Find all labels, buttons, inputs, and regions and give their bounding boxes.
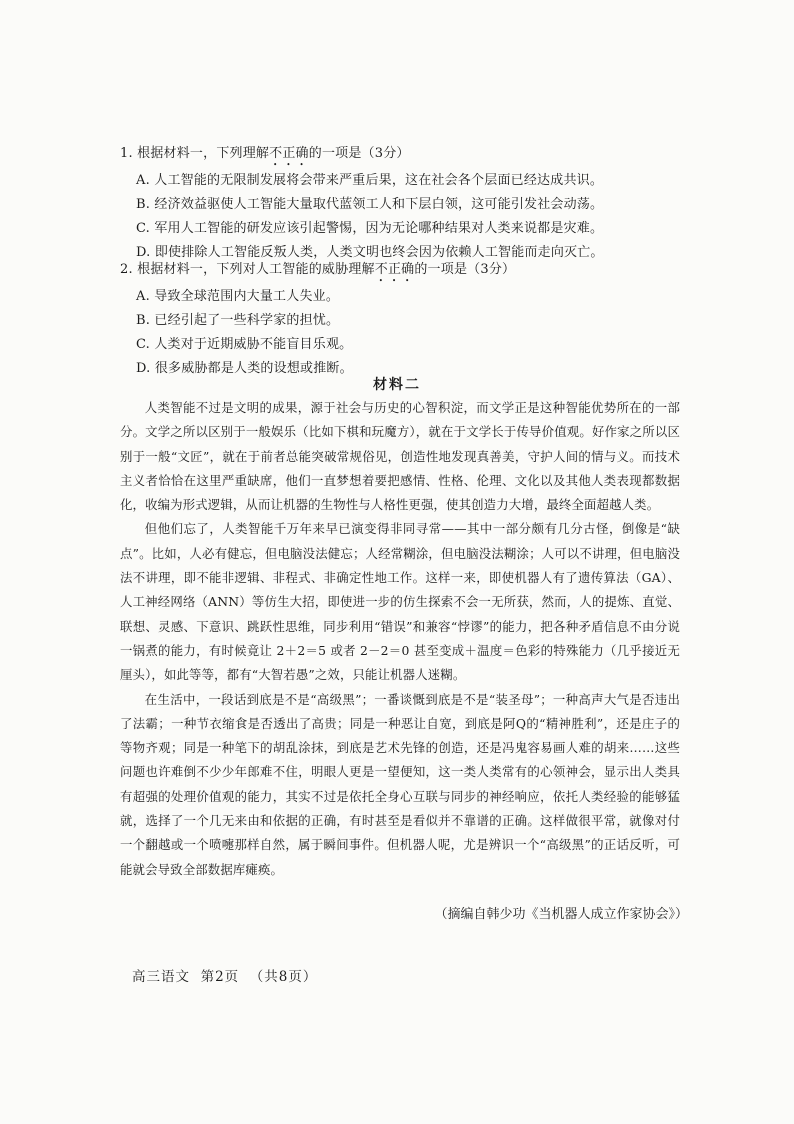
material-passage bbox=[120, 396, 680, 882]
question-1-option-b: B. 经济效益驱使人工智能大量取代蓝领工人和下层白领，这可能引发社会动荡。 bbox=[136, 197, 604, 212]
footer-page-number: 第2页 bbox=[200, 969, 240, 985]
question-2 bbox=[120, 258, 680, 381]
question-1-stem: 1. 根据材料一，下列理解不正确的一项是（3分） bbox=[120, 146, 410, 161]
material-title: 材料二 bbox=[373, 377, 421, 393]
passage-paragraph: 人类智能不过是文明的成果，源于社会与历史的心智积淀，而文学正是这种智能优势所在的一部分。文学之所以区别于一般娱乐（比如下棋和玩魔方），就在于文学长于传导价值观。好作家之所以区别于一般“文匠”，就在于前者总能突破常规俗见，创造性地发现真善美，守护人间的情与义。而技术主义者恰恰在这里严重缺席，他们一直梦想着要把感情、性格、伦理、文化以及其他人类表现都数据化，收编为形式逻辑，从而让机器的生物性与人格性更强，使其创造力大增，最终全面超越人类。 bbox=[120, 400, 680, 513]
question-1 bbox=[120, 142, 680, 265]
source-citation: （摘编自韩少功《当机器人成立作家协会》） bbox=[434, 907, 688, 922]
question-1-option-a: A. 人工智能的无限制发展将会带来严重后果，这在社会各个层面已经达成共识。 bbox=[136, 173, 604, 188]
question-1-option-d: D. 即使排除人工智能反叛人类，人类文明也终会因为依赖人工智能而走向灭亡。 bbox=[136, 245, 604, 260]
emphasis-text: 不正确 bbox=[269, 146, 309, 161]
page-footer bbox=[132, 965, 317, 985]
question-2-stem: 2. 根据材料一，下列对人工智能的威胁理解不正确的一项是（3分） bbox=[120, 262, 516, 277]
passage-paragraph: 但他们忘了，人类智能千万年来早已演变得非同寻常——其中一部分颇有几分古怪，倒像是“缺点”。比如，人必有健忘，但电脑没法健忘；人经常糊涂，但电脑没法糊涂；人可以不讲理，但电脑没法不讲理，即不能非逻辑、非程式、非确定性地工作。这样一来，即使机器人有了遗传算法（GA）、人工神经网络（ANN）等仿生大招，即使进一步的仿生探索不会一无所获，然而，人的提炼、直觉、联想、灵感、下意识、跳跃性思维，同步利用“错误”和兼容“悖谬”的能力，把各种矛盾信息不由分说一锅煮的能力，有时候竟让 2＋2＝5 或者 2－2＝0 甚至变成＋温度＝色彩的特殊能力（几乎接近无厘头），如此等等，都有“大智若愚”之效，只能让机器人迷糊。 bbox=[120, 521, 680, 683]
question-2-option-b: B. 已经引起了一些科学家的担忧。 bbox=[136, 313, 340, 328]
emphasis-text: 不正确 bbox=[374, 262, 415, 277]
question-2-option-a: A. 导致全球范围内大量工人失业。 bbox=[136, 289, 340, 304]
question-2-option-d: D. 很多威胁都是人类的设想或推断。 bbox=[136, 361, 353, 376]
question-1-option-c: C. 军用人工智能的研发应该引起警惕，因为无论哪种结果对人类来说都是灾难。 bbox=[136, 221, 604, 236]
passage-paragraph: 在生活中，一段话到底是不是“高级黑”；一番谈慨到底是不是“装圣母”；一种高声大气是否违出了法霸；一种节衣缩食是否透出了高贵；同是一种恶让自宽，到底是阿Q的“精神胜利”，还是庄子的等物齐观；同是一种笔下的胡乱涂抹，到底是艺术先锋的创造，还是冯鬼容易画人难的胡来……这些问题也许难倒不少少年郎难不住，明眼人更是一望便知，这一类人类常有的心领神会，显示出人类具有超强的处理价值观的能力，其实不过是依托全身心互联与同步的神经响应，依托人类经验的能够猛就，选择了一个几无来由和依据的正确，有时甚至是看似并不靠谱的正确。这样做很平常，就像对付一个翻越或一个喷嚏那样自然，属于瞬间事件。但机器人呢，尤是辨识一个“高级黑”的正话反听，可能就会导致全部数据库瘫痪。 bbox=[120, 691, 680, 877]
footer-total-pages: （共8页） bbox=[249, 969, 318, 985]
question-2-option-c: C. 人类对于近期威胁不能盲目乐观。 bbox=[136, 337, 353, 352]
footer-subject: 高三语文 bbox=[132, 969, 190, 985]
